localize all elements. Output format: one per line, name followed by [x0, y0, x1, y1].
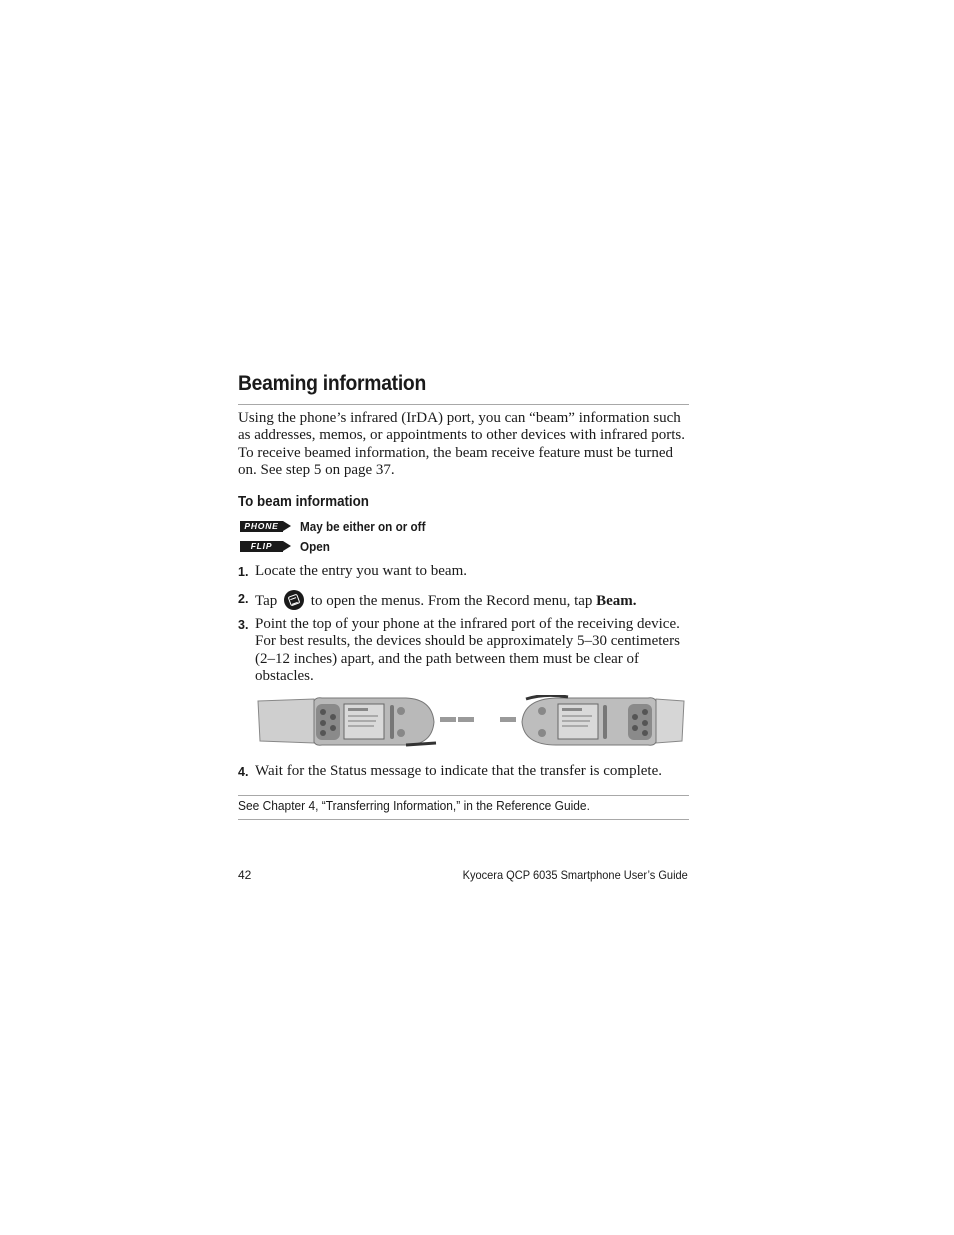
menu-icon [284, 590, 304, 610]
step-number: 1. [238, 565, 249, 579]
reference-note: See Chapter 4, “Transferring Information,” in the Reference Guide. [238, 798, 590, 813]
step-text: to open the menus. From the Record menu, tap [310, 593, 593, 609]
step-text: Tap [255, 593, 278, 609]
beam-dash [440, 717, 456, 722]
requirement-text: May be either on or off [300, 518, 426, 534]
step-number: 4. [238, 765, 249, 779]
sending-phone-image [258, 698, 436, 745]
phone-badge-icon: PHONE [240, 521, 291, 532]
intro-paragraph: Using the phone’s infrared (IrDA) port, you can “beam” information such as addresses, memos, or appointments to other devices with infrared ports. To receive beamed information, the beam receive feature must be turned on. See step 5 on page 37. [238, 410, 685, 479]
flip-badge-icon: FLIP [240, 541, 291, 552]
beam-command: Beam. [596, 593, 637, 609]
requirement-flip [240, 539, 333, 553]
book-title: Kyocera QCP 6035 Smartphone User’s Guide [462, 868, 688, 882]
page-number: 42 [238, 868, 252, 882]
section-heading: Beaming information [238, 372, 426, 395]
requirement-text: Open [300, 538, 330, 554]
beam-dash [458, 717, 474, 722]
receiving-phone-image [522, 695, 684, 745]
reference-rule-bottom [238, 819, 689, 820]
step-text: Wait for the Status message to indicate that the transfer is complete. [255, 763, 662, 779]
step-1 [238, 563, 689, 580]
procedure-heading: To beam information [238, 494, 369, 510]
step-text: Locate the entry you want to beam. [255, 563, 468, 579]
beaming-phones-illustration [256, 695, 686, 750]
step-number: 2. [238, 592, 249, 606]
reference-rule-top [238, 795, 689, 796]
step-3 [238, 616, 689, 686]
requirement-phone [240, 519, 439, 533]
beam-dash [500, 717, 516, 722]
step-text: Point the top of your phone at the infrared port of the receiving device. For best results, the devices should be approximately 5–30 centimeters (2–12 inches) apart, and the path between them must be clear of obstacles. [255, 616, 680, 685]
step-number: 3. [238, 618, 249, 632]
heading-rule [238, 404, 689, 405]
step-4 [238, 763, 689, 780]
step-2 [238, 590, 689, 610]
